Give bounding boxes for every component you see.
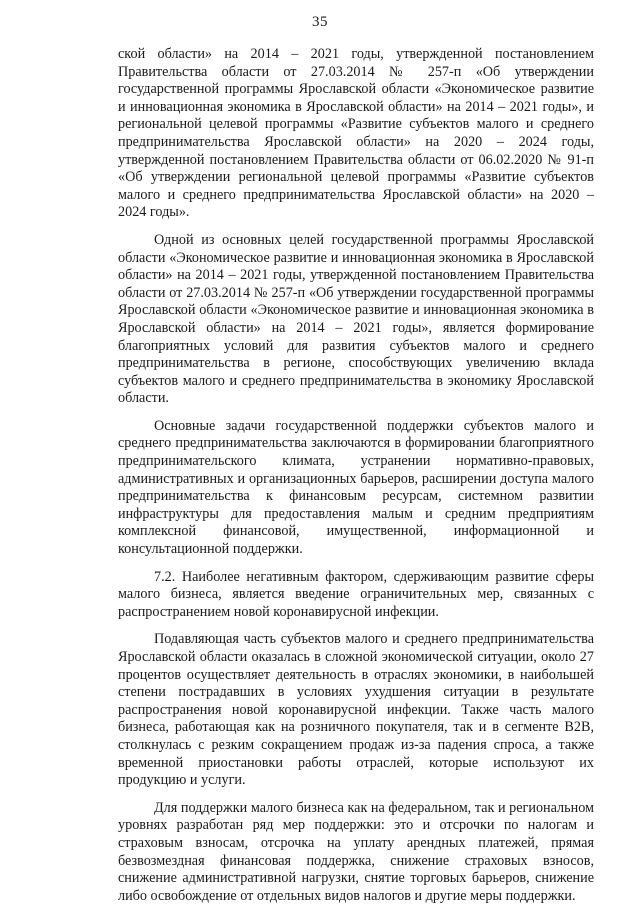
paragraph-support-measures: Для поддержки малого бизнеса как на федеральном, так и региональном уровнях разработан ряд мер поддержки: это и отсрочки по налогам и страховым взносам, отсрочка на уплату арендных платежей, прямая безвозмездная финансовая поддержка, снижение страховых взносов, снижение административной нагрузки, снятие торговых барьеров, снижение либо освобождение от отдельных видов налогов и другие меры поддержки. <box>118 799 594 904</box>
paragraph-economic-situation: Подавляющая часть субъектов малого и среднего предпринимательства Ярославской области оказалась в сложной экономической ситуации, около 27 процентов осуществляет деятельность в отраслях экономики, в наибольшей степени пострадавших в условиях ухудшения ситуации в результате распространения новой коронавирусной инфекции. Также часть малого бизнеса, работающая как на розничного покупателя, так и в сегменте B2B, столкнулась с резким сокращением продаж из-за падения спроса, а также временной приостановки работы отраслей, которые используют их продукцию и услуги. <box>118 631 594 789</box>
paragraph-program-goal: Одной из основных целей государственной программы Ярославской области «Экономическое развитие и инновационная экономика в Ярославской области» на 2014 – 2021 годы, утвержденной постановлением Правительства области от 27.03.2014 № 257-п «Об утверждении государственной программы Ярославской области «Экономическое развитие и инновационная экономика в Ярославской области» на 2014 – 2021 годы», является формирование благоприятных условий для развития субъектов малого и среднего предпринимательства в регионе, способствующих увеличению вклада субъектов малого и среднего предпринимательства в экономику Ярославской области. <box>118 231 594 407</box>
paragraph-support-tasks: Основные задачи государственной поддержки субъектов малого и среднего предпринимательства заключаются в формировании благоприятного предпринимательского климата, устранении нормативно-правовых, административных и организационных барьеров, расширении доступа малого предпринимательства к финансовым ресурсам, системном развитии инфраструктуры для предоставления малым и средним предприятиям комплексной финансовой, имущественной, информационной и консультационной поддержки. <box>118 417 594 558</box>
page-number: 35 <box>312 14 328 30</box>
paragraph-program-references: ской области» на 2014 – 2021 годы, утвержденной постановлением Правительства области от 27.03.2014 № 257-п «Об утверждении государственной программы Ярославской области «Экономическое развитие и инновационная экономика в Ярославской области» на 2014 – 2021 годы», и региональной целевой программы «Развитие субъектов малого и среднего предпринимательства Ярославской области» на 2020 – 2024 годы, утвержденной постановлением Правительства области от 06.02.2020 № 91-п «Об утверждении региональной целевой программы «Развитие субъектов малого и среднего предпринимательства Ярославской области» на 2020 – 2024 годы». <box>118 46 594 221</box>
document-body <box>118 46 594 915</box>
paragraph-negative-factor: 7.2. Наиболее негативным фактором, сдерживающим развитие сферы малого бизнеса, является введение ограничительных мер, связанных с распространением новой коронавирусной инфекции. <box>118 568 594 620</box>
